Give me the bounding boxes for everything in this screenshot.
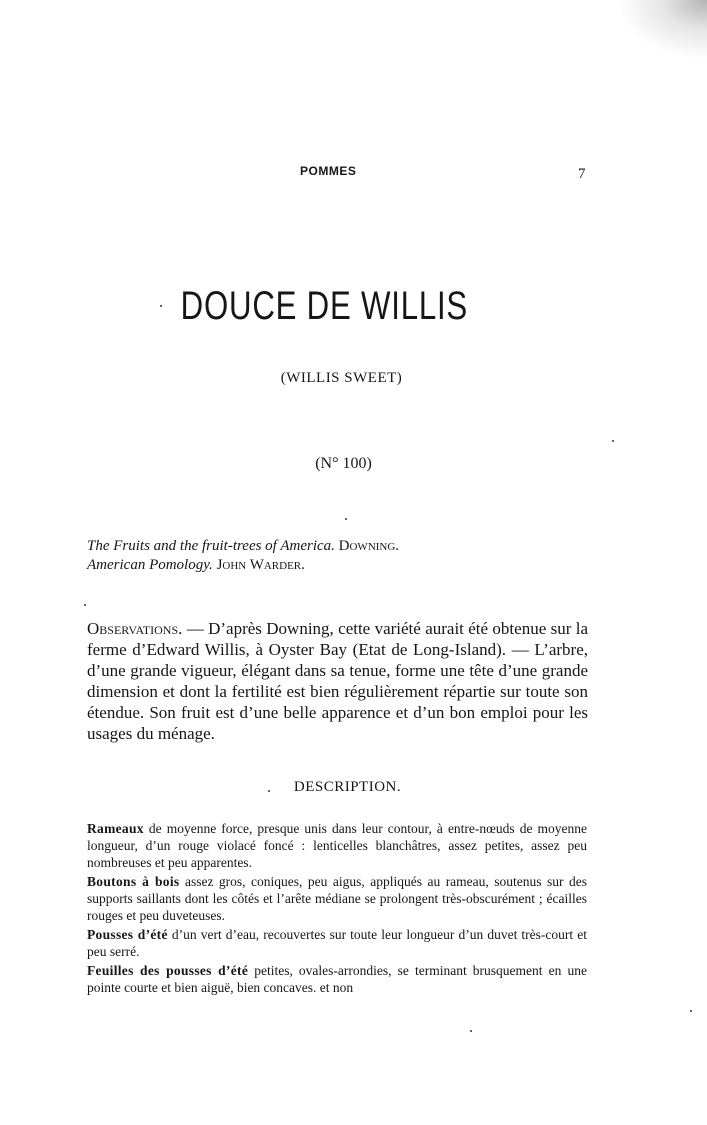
print-speck [84,604,86,606]
print-speck [268,790,270,792]
reference-author: Downing. [338,538,400,554]
reference-work: The Fruits and the fruit-trees of America. [87,538,335,554]
print-speck [345,518,347,520]
description-term: Feuilles des pousses d’été [87,963,249,978]
references [87,537,607,575]
description-item [87,926,587,960]
description-text: de moyenne force, presque unis dans leur contour, à entre-nœuds de moyenne longueur, d’un rouge violacé foncé : lenticelles blanchâtres, assez petites, assez peu nombreuses et peu apparentes. [87,821,587,870]
observations-label: Observations. [87,619,183,638]
print-speck [612,440,614,442]
running-head [0,164,707,184]
page-corner-stain [617,0,707,60]
reference-work: American Pomology. [87,557,213,573]
running-head-title: POMMES [300,164,357,178]
print-speck [470,1030,472,1032]
print-speck [690,1010,692,1012]
description-term: Pousses d’été [87,927,168,942]
page-title: DOUCE DE WILLIS [180,284,469,328]
reference-item [87,537,607,556]
description-item [87,820,587,871]
page-number: 7 [578,166,586,182]
description-term: Rameaux [87,821,144,836]
description-heading: DESCRIPTION. [293,779,402,795]
description-body [87,820,587,998]
observations-paragraph [87,618,588,744]
description-text: assez gros, coniques, peu aigus, appliqués au rameau, soutenus sur des supports saillants dont les côtés et l’arête médiane se prolongent très-obscurément ; écailles rouges et peu duveteuses. [87,874,587,923]
description-term: Boutons à bois [87,874,180,889]
reference-author: John Warder. [216,557,305,573]
print-speck [160,305,162,307]
variety-number: (N° 100) [315,455,372,472]
observations-text: — D’après Downing, cette variété aurait été obtenue sur la ferme d’Edward Willis, à Oyster Bay (Etat de Long-Island). — L’arbre, d’une grande vigueur, élégant dans sa tenue, forme une tête d’une grande dimension et dont la fertilité est bien régulièrement répartie sur toute son étendue. Son fruit est d’une belle apparence et d’un bon emploi pour les usages du ménage. [87,619,588,743]
subtitle: (WILLIS SWEET) [280,370,403,386]
description-text: petites, ovales-arrondies, se terminant brusquement en une pointe courte et bien aiguë, bien concaves. et non [87,963,587,995]
description-item [87,962,587,996]
reference-item [87,556,607,575]
description-item [87,873,587,924]
description-text: d’un vert d’eau, recouvertes sur toute leur longueur d’un duvet très-court et peu serré. [87,927,587,959]
